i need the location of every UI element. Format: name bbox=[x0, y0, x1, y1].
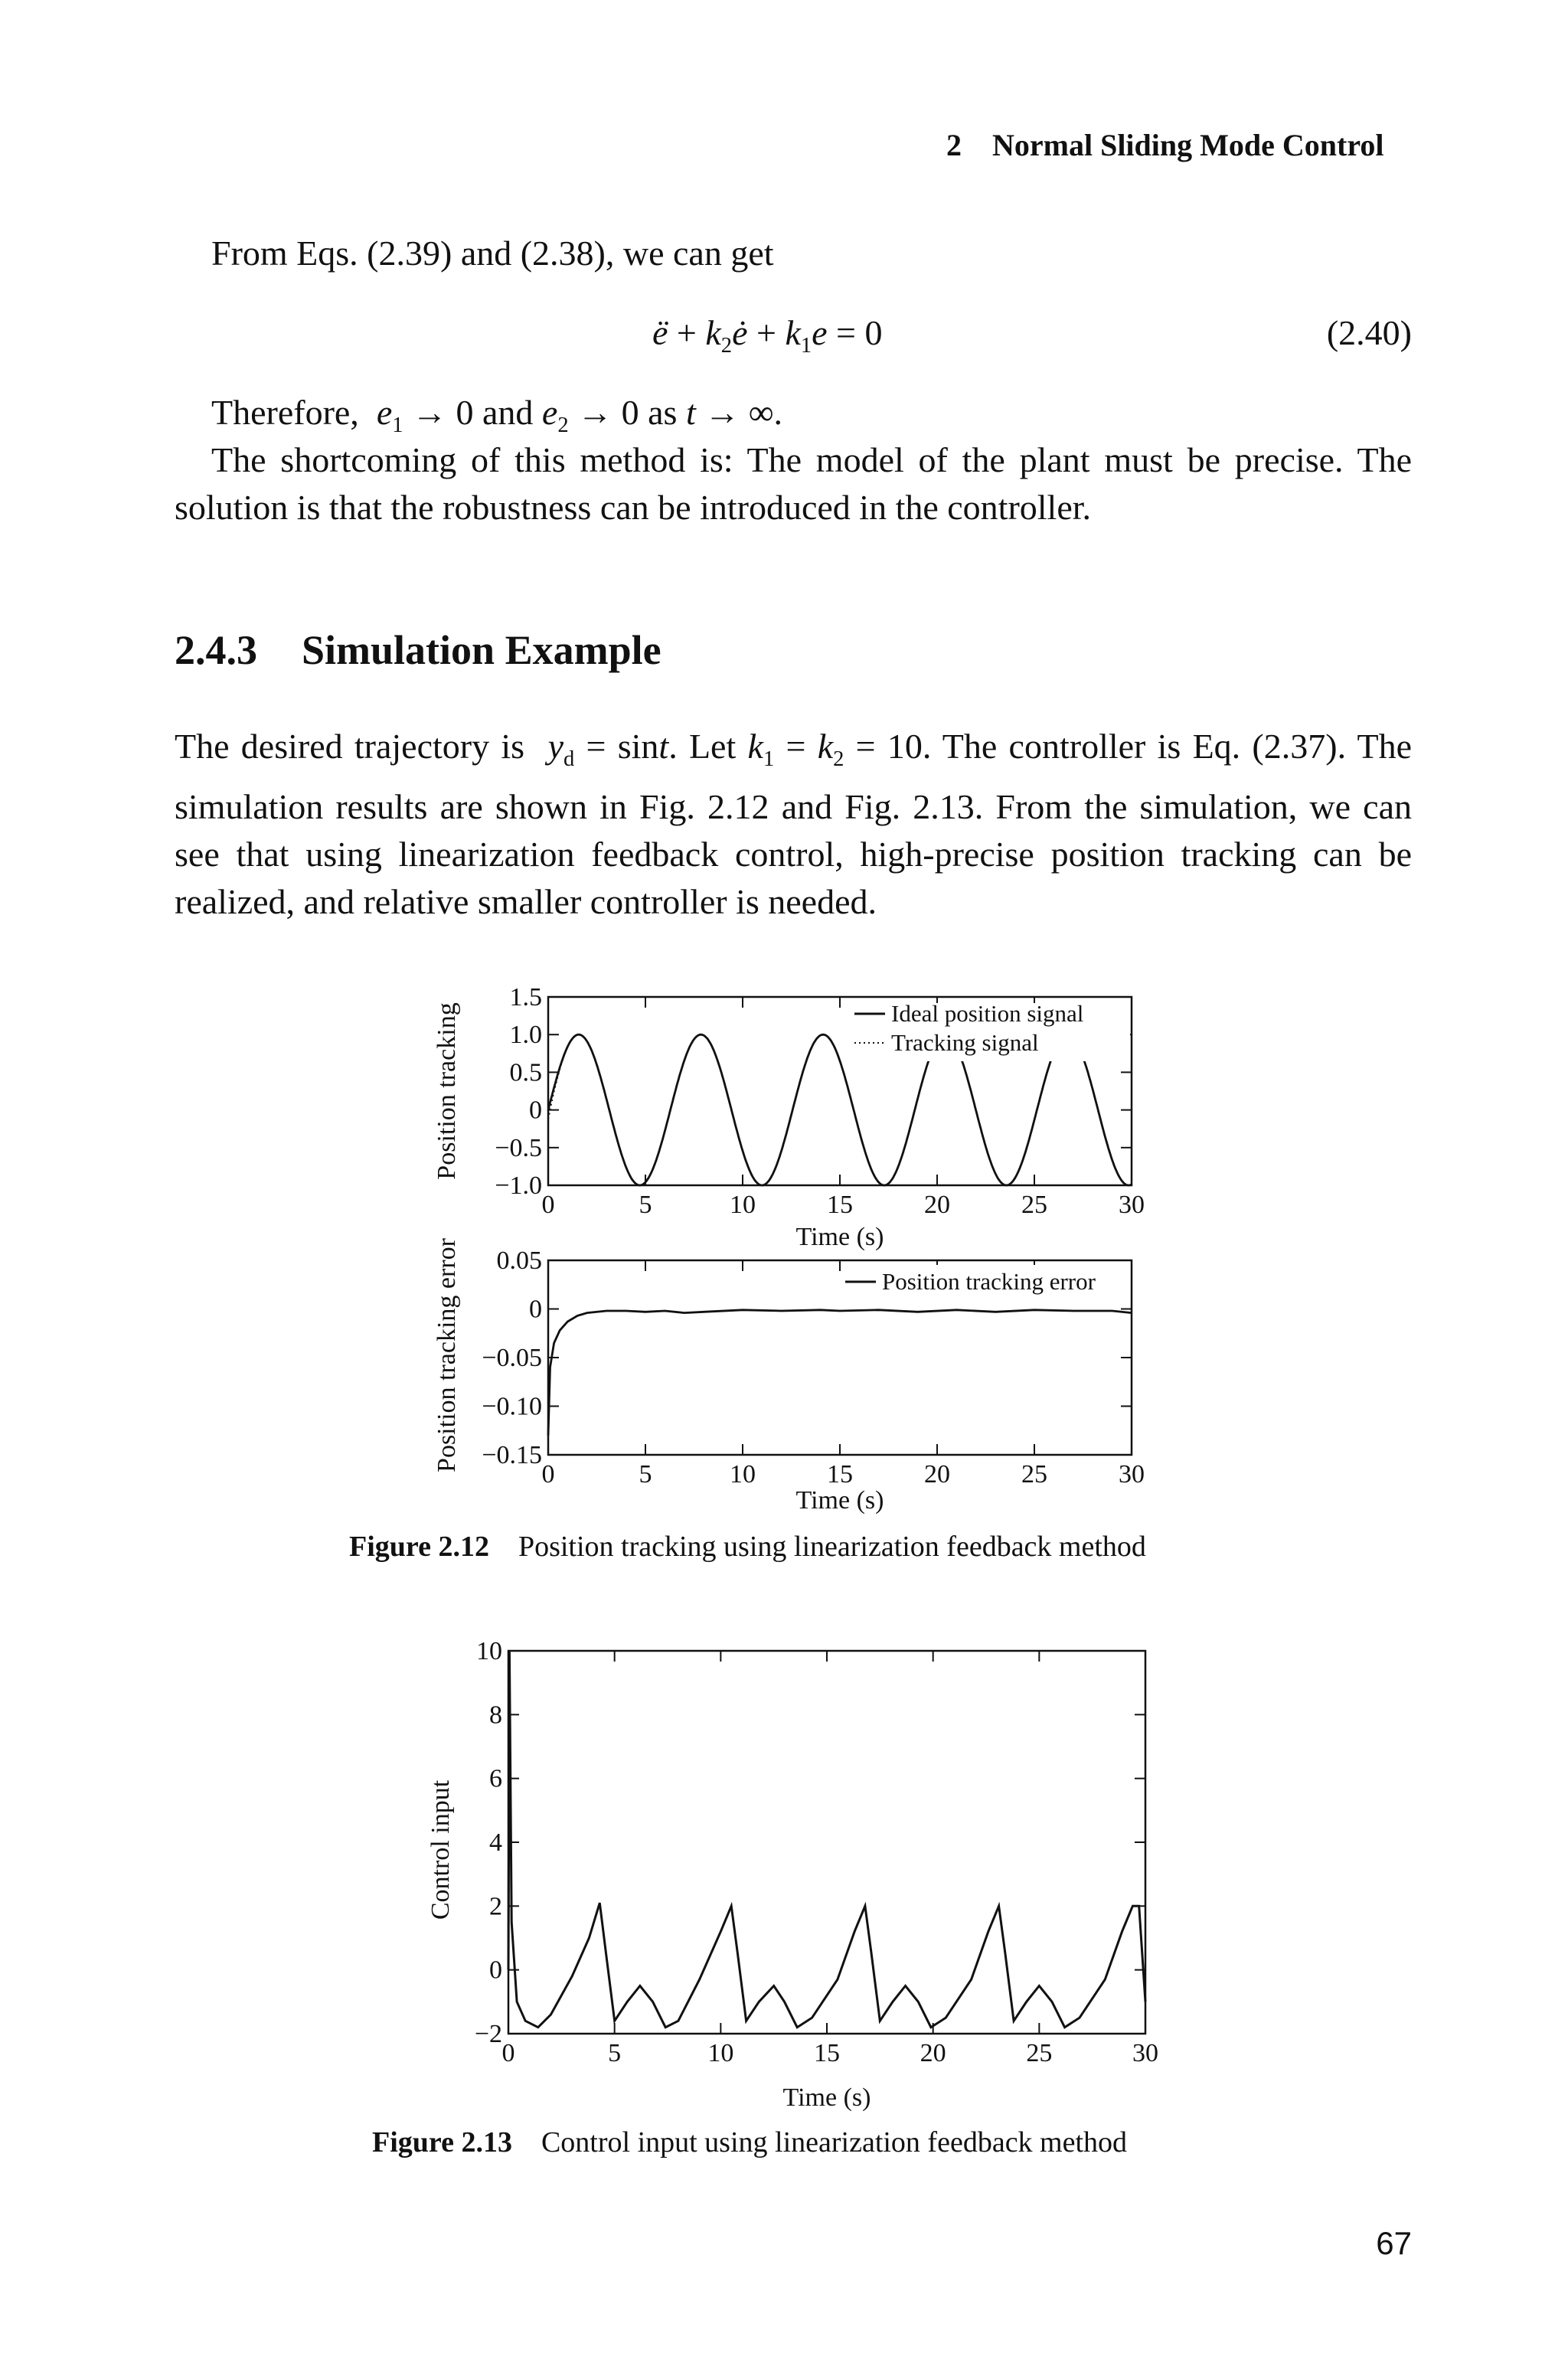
y-axis-label: Control input bbox=[426, 1779, 455, 1920]
x-tick-label: 15 bbox=[827, 1460, 853, 1489]
series-position-tracking-error bbox=[548, 1310, 1132, 1436]
x-tick-label: 5 bbox=[639, 1191, 652, 1219]
x-tick-label: 10 bbox=[730, 1460, 756, 1489]
y-tick-labels bbox=[482, 1247, 542, 1469]
y-axis-label: Position tracking error bbox=[433, 1238, 461, 1472]
y-tick-label: 0.05 bbox=[496, 1247, 542, 1275]
x-tick-label: 30 bbox=[1119, 1460, 1145, 1489]
tracking-error-plot bbox=[433, 1237, 1145, 1515]
section-number: 2.4.3 bbox=[175, 627, 257, 673]
x-tick-label: 10 bbox=[707, 2039, 734, 2067]
y-tick-label: −2 bbox=[474, 2020, 502, 2048]
x-axis-label: Time (s) bbox=[782, 2083, 871, 2112]
y-tick-label: 10 bbox=[476, 1637, 502, 1665]
x-tick-label: 25 bbox=[1026, 2039, 1053, 2067]
chapter-number: 2 bbox=[946, 128, 962, 162]
y-tick-label: 2 bbox=[489, 1892, 502, 1921]
x-tick-labels bbox=[502, 2039, 1159, 2067]
y-tick-label: 0 bbox=[489, 1956, 502, 1985]
section-title: Simulation Example bbox=[302, 627, 662, 673]
y-tick-label: 1.5 bbox=[509, 983, 542, 1011]
figure-label: Figure 2.12 bbox=[349, 1531, 489, 1563]
legend-error: Position tracking error bbox=[882, 1268, 1096, 1295]
x-tick-label: 0 bbox=[541, 1191, 555, 1219]
y-tick-label: −0.5 bbox=[495, 1133, 542, 1162]
y-tick-label: 1.0 bbox=[509, 1021, 542, 1050]
therefore-line: Therefore, $e_1 \to 0$ and $e_2 \to 0$ as t → ∞. bbox=[211, 393, 783, 438]
x-tick-label: 20 bbox=[920, 2039, 946, 2067]
y-tick-label: −0.10 bbox=[482, 1392, 542, 1421]
y-tick-label: −0.15 bbox=[482, 1441, 542, 1469]
tick-marks bbox=[508, 1651, 1145, 2034]
x-tick-label: 20 bbox=[924, 1460, 950, 1489]
x-tick-label: 0 bbox=[501, 2039, 515, 2067]
equation-2-40: ë + $k_2ė + k_1e = 0$ bbox=[652, 313, 883, 358]
y-tick-label: 4 bbox=[489, 1828, 502, 1857]
x-tick-label: 15 bbox=[827, 1191, 853, 1219]
simulation-paragraph: The desired trajectory is $y_d = \sin t$. Let $k_1 = k_2 = 10$. The controller is Eq. (2.37). The simulation results are shown in Fig. 2.12 and Fig. 2.13. From the simulation, we can see that using linearization feedback control, high-precise position tracking can be realized, and relative smaller controller is needed. bbox=[175, 727, 1413, 922]
y-tick-labels bbox=[495, 983, 542, 1200]
therefore-word: Therefore, bbox=[211, 393, 359, 432]
running-header bbox=[946, 127, 1384, 163]
y-tick-label: −1.0 bbox=[495, 1172, 542, 1200]
y-tick-label: 8 bbox=[489, 1701, 502, 1730]
x-tick-label: 30 bbox=[1132, 2039, 1158, 2067]
x-tick-label: 15 bbox=[814, 2039, 840, 2067]
figure-label: Figure 2.13 bbox=[372, 2126, 512, 2158]
y-tick-labels bbox=[475, 1637, 502, 2048]
series-control-input bbox=[508, 1651, 1145, 2028]
x-tick-labels bbox=[542, 1460, 1145, 1489]
x-axis-label: Time (s) bbox=[795, 1486, 884, 1515]
intro-text: From Eqs. (2.39) and (2.38), we can get bbox=[211, 234, 774, 273]
y-tick-label: 0 bbox=[529, 1295, 542, 1324]
x-tick-label: 0 bbox=[541, 1460, 555, 1489]
chapter-title: Normal Sliding Mode Control bbox=[992, 128, 1384, 162]
sim-text-1: The desired trajectory is bbox=[175, 727, 525, 766]
caption-text: Control input using linearization feedback method bbox=[541, 2126, 1128, 2158]
y-tick-label: 6 bbox=[489, 1764, 502, 1793]
figure-2-12-caption bbox=[349, 1530, 1146, 1564]
x-tick-label: 5 bbox=[608, 2039, 622, 2067]
x-tick-label: 20 bbox=[924, 1191, 950, 1219]
x-tick-label: 30 bbox=[1119, 1191, 1145, 1219]
x-tick-label: 25 bbox=[1021, 1460, 1047, 1489]
page-number: 67 bbox=[1376, 2225, 1412, 2261]
figure-2-12 bbox=[429, 980, 1164, 1531]
x-tick-label: 10 bbox=[730, 1191, 756, 1219]
y-tick-label: −0.05 bbox=[482, 1344, 542, 1372]
legend-tracking: Tracking signal bbox=[891, 1029, 1039, 1056]
plot-frame bbox=[508, 1651, 1145, 2034]
position-tracking-plot bbox=[433, 983, 1145, 1251]
x-tick-labels bbox=[542, 1191, 1145, 1219]
y-tick-label: 0 bbox=[529, 1096, 542, 1125]
x-tick-label: 5 bbox=[639, 1460, 652, 1489]
y-tick-label: 0.5 bbox=[509, 1058, 542, 1087]
legend-ideal: Ideal position signal bbox=[891, 1000, 1084, 1027]
figure-2-13-caption bbox=[372, 2126, 1127, 2159]
figure-2-13 bbox=[413, 1631, 1164, 2121]
shortcoming-paragraph: The shortcoming of this method is: The model of the plant must be precise. The solution is that the robustness can be introduced in the controller. bbox=[175, 440, 1412, 527]
section-heading bbox=[175, 626, 662, 674]
caption-text: Position tracking using linearization feedback method bbox=[518, 1531, 1146, 1563]
y-axis-label: Position tracking bbox=[433, 1002, 461, 1180]
sim-text-2: The controller is Eq. (2.37). The simulation results are shown in Fig. 2.12 and Fig. 2.13. From the simulation, we can see that using linearization feedback control, high-precise position tracking can be realized, and relative smaller controller is needed. bbox=[175, 727, 1413, 922]
equation-number: (2.40) bbox=[1326, 313, 1412, 352]
x-axis-label: Time (s) bbox=[795, 1223, 884, 1251]
x-tick-label: 25 bbox=[1021, 1191, 1047, 1219]
